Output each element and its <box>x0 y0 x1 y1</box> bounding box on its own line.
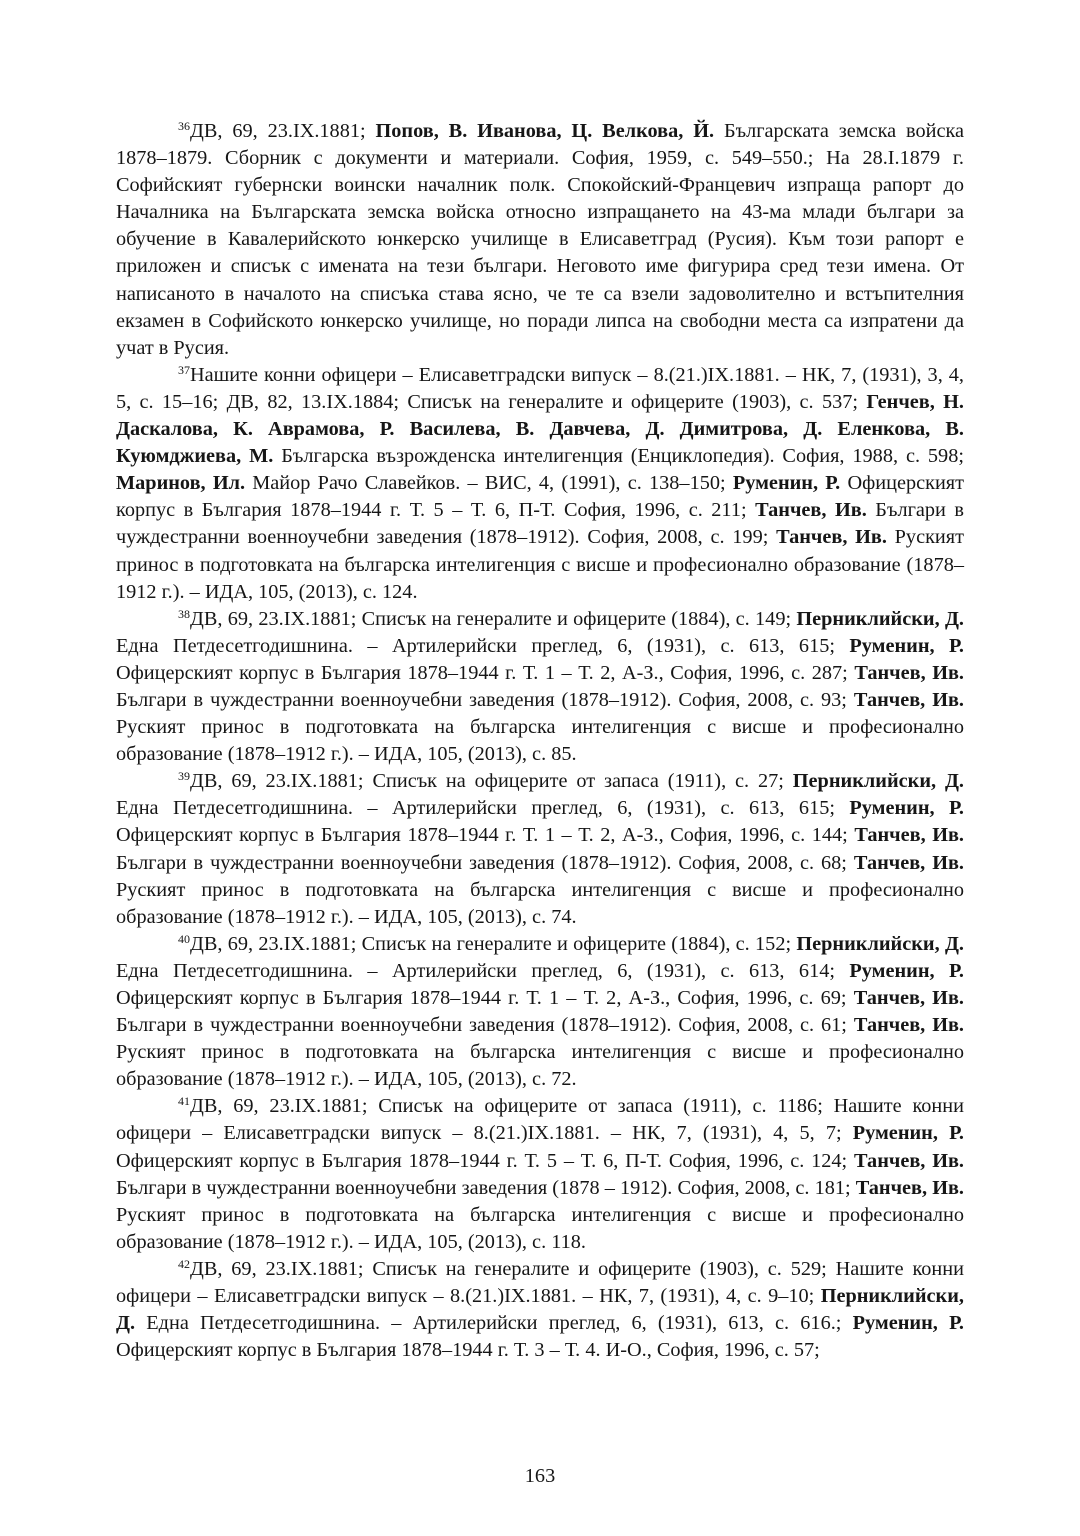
page-number: 163 <box>524 1465 556 1487</box>
footnote-number: 41 <box>178 1094 190 1109</box>
footnote-number: 38 <box>178 606 190 621</box>
footnote: $^{42}$ДВ, 69, 23.IX.1881; Списък на генералите и офицерите (1903), с. 529; Нашите конни офицери – Елисаветградски випуск – 8.(21.)IX.1881. – НК, 7, (1931), 4, с. 9–10; Перниклийски, Д. Една Петдесетгодишнина. – Артилерийски преглед, 6, (1931), 613, с. 616.; Руменин, Р. Офицерският корпус в България 1878–1944 г. Т. 3 – Т. 4. И-О., София, 1996, с. 57; <box>116 1256 964 1362</box>
footnote: $^{37}$Нашите конни офицери – Елисаветградски випуск – 8.(21.)IX.1881. – НК, 7, (1931), 3, 4, 5, с. 15–16; ДВ, 82, 13.IX.1884; Списък на генералите и офицерите (1903), с. 537; Генчев, Н. Даскалова, К. Аврамова, Р. Василева, В. Давчева, Д. Димитрова, Д. Еленкова, В. Куюмджиева, М. Българска възрожденска интелигенция (Енциклопедия). София, 1988, с. 598; Маринов, Ил. Майор Рачо Славейков. – ВИС, 4, (1991), с. 138–150; Руменин, Р. Офицерският корпус в България 1878–1944 г. Т. 5 – Т. 6, П-Т. София, 1996, с. 211; Танчев, Ив. Българи в чуждестранни военноучебни заведения (1878–1912). София, 2008, с. 199; Танчев, Ив. Руският принос в подготовката на българска интелигенция с висше и професионално образование (1878–1912 г.). – ИДА, 105, (2013), с. 124. <box>116 362 964 603</box>
footnote: $^{40}$ДВ, 69, 23.IX.1881; Списък на генералите и офицерите (1884), с. 152; Перниклийски, Д. Една Петдесетгодишнина. – Артилерийски преглед, 6, (1931), с. 613, 614; Руменин, Р. Офицерският корпус в България 1878–1944 г. Т. 1 – Т. 2, А-З., София, 1996, с. 69; Танчев, Ив. Българи в чуждестранни военноучебни заведения (1878–1912). София, 2008, с. 61; Танчев, Ив. Руският принос в подготовката на българска интелигенция с висше и професионално образование (1878–1912 г.). – ИДА, 105, (2013), с. 72. <box>116 931 964 1091</box>
footnote-number: 39 <box>178 769 190 784</box>
footnote-number: 40 <box>178 931 190 946</box>
footnote: $^{36}$ДВ, 69, 23.IX.1881; Попов, В. Иванова, Ц. Велкова, Й. Българската земска войска 1878–1879. Сборник с документи и материали. София, 1959, с. 549–550.; На 28.I.1879 г. Софийският губернски воински началник полк. Спокойский-Францевич изпраща рапорт до Началника на Българската земска войска относно изпращането на 43-ма млади българи за обучение в Кавалерийското юнкерско училище в Елисаветград (Русия). Към този рапорт е приложен и списък с имената на тези българи. Неговото име фигурира сред тези имена. От написаното в началото на списъка става ясно, че те са взели задоволително и встъпителния екзамен в Софийското юнкерско училище, но поради липса на свободни места са изпратени да учат в Русия. <box>116 119 964 359</box>
footnote-number: 37 <box>178 362 190 377</box>
footnote-number: 42 <box>178 1256 190 1271</box>
footnotes-block <box>116 118 964 1364</box>
footnote-number: 36 <box>178 119 190 133</box>
footnote: $^{41}$ДВ, 69, 23.IX.1881; Списък на офицерите от запаса (1911), с. 1186; Нашите конни офицери – Елисаветградски випуск – 8.(21.)IX.1881. – НК, 7, (1931), 4, 5, 7; Руменин, Р. Офицерският корпус в България 1878–1944 г. Т. 5 – Т. 6, П-Т. София, 1996, с. 124; Танчев, Ив. Българи в чуждестранни военноучебни заведения (1878 – 1912). София, 2008, с. 181; Танчев, Ив. Руският принос в подготовката на българска интелигенция с висше и професионално образование (1878–1912 г.). – ИДА, 105, (2013), с. 118. <box>116 1094 964 1253</box>
footnote: $^{38}$ДВ, 69, 23.IX.1881; Списък на генералите и офицерите (1884), с. 149; Перниклийски, Д. Една Петдесетгодишнина. – Артилерийски преглед, 6, (1931), с. 613, 615; Руменин, Р. Офицерският корпус в България 1878–1944 г. Т. 1 – Т. 2, А-З., София, 1996, с. 287; Танчев, Ив. Българи в чуждестранни военноучебни заведения (1878–1912). София, 2008, с. 93; Танчев, Ив. Руският принос в подготовката на българска интелигенция с висше и професионално образование (1878–1912 г.). – ИДА, 105, (2013), с. 85. <box>116 606 964 766</box>
footnote: $^{39}$ДВ, 69, 23.IX.1881; Списък на офицерите от запаса (1911), с. 27; Перниклийски, Д. Една Петдесетгодишнина. – Артилерийски преглед, 6, (1931), с. 613, 615; Руменин, Р. Офицерският корпус в България 1878–1944 г. Т. 1 – Т. 2, А-З., София, 1996, с. 144; Танчев, Ив. Българи в чуждестранни военноучебни заведения (1878–1912). София, 2008, с. 68; Танчев, Ив. Руският принос в подготовката на българска интелигенция с висше и професионално образование (1878–1912 г.). – ИДА, 105, (2013), с. 74. <box>116 769 964 928</box>
